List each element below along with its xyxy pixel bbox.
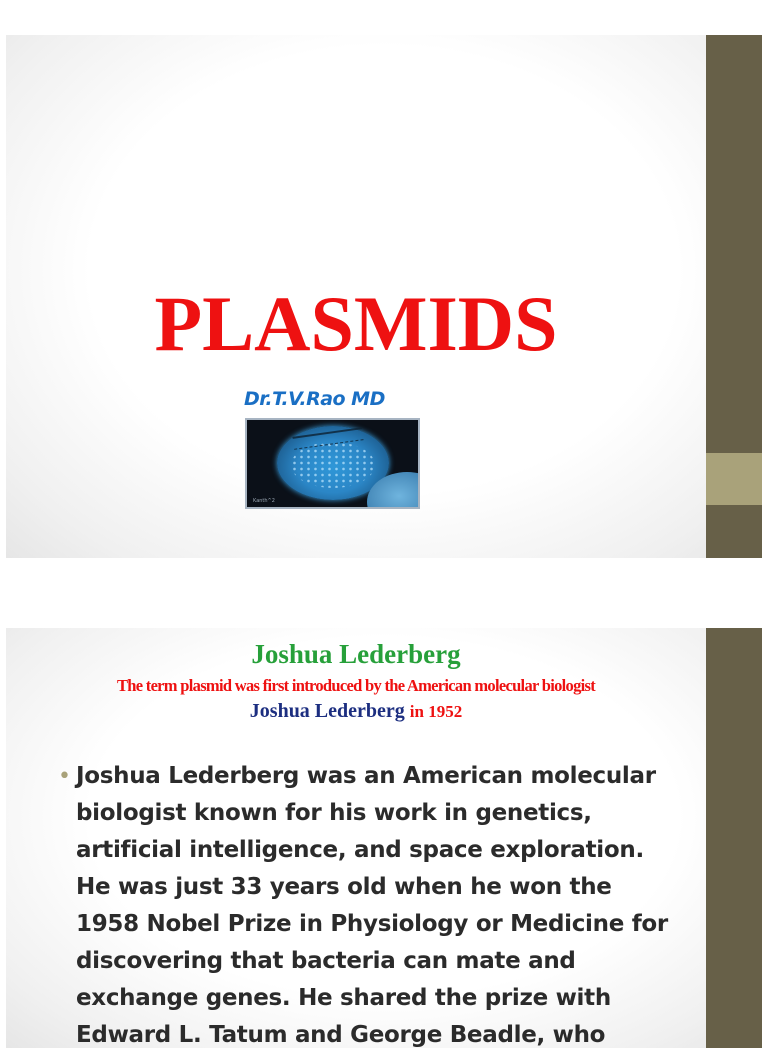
- bullet-list: [58, 758, 678, 1048]
- name-line: [6, 700, 706, 723]
- year-text: in 1952: [409, 702, 463, 721]
- slide-2: [6, 628, 762, 1048]
- slide-title: PLASMIDS: [154, 280, 558, 367]
- bullet-item: Joshua Lederberg was an American molecular biologist known for his work in genetics, artificial intelligence, and space exploration. He was just 33 years old when he won the 1958 Nobel Prize in Physiology or Medicine for discovering that bacteria can mate and exchange genes. He shared the prize with Edward L. Tatum and George Beadle, who: [76, 763, 668, 1048]
- slide-side-bar: [706, 628, 762, 1048]
- photo-credit: Kanth^2: [253, 498, 275, 504]
- slide-side-accent: [706, 453, 762, 505]
- intro-text: The term plasmid was first introduced by the American molecular biologist: [116, 676, 596, 695]
- author-name: Dr.T.V.Rao MD: [244, 388, 385, 410]
- petri-dish-image: [245, 418, 420, 509]
- slide-heading: Joshua Lederberg: [251, 639, 461, 669]
- bullet-marker: •: [58, 764, 71, 789]
- scientist-name: Joshua Lederberg: [249, 700, 405, 722]
- slide-1: [6, 35, 762, 558]
- bacterial-colonies: [291, 442, 375, 488]
